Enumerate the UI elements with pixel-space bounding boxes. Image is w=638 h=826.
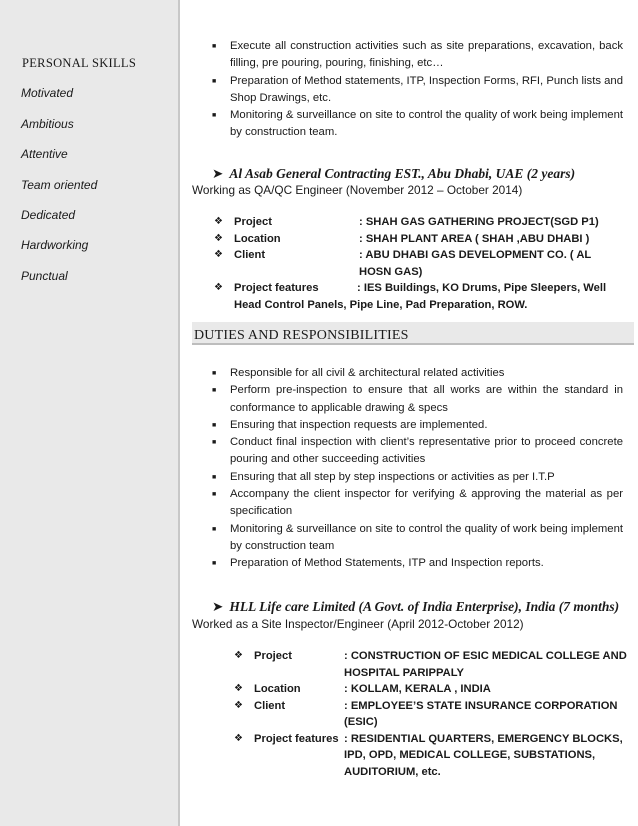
list-item: ■ Execute all construction activities such as site preparations, excavation, back filling, pre pouring, pouring, finishing, etc… bbox=[212, 38, 623, 73]
list-item: ■ Monitoring & surveillance on site to control the quality of work being implement by construction team bbox=[212, 521, 623, 556]
diamond-bullet-icon: ❖ bbox=[214, 282, 223, 293]
duties-heading-bar bbox=[192, 322, 634, 345]
detail-label: Project features bbox=[254, 732, 339, 745]
top-bullet-list bbox=[212, 38, 623, 142]
detail-row bbox=[214, 247, 614, 280]
list-item: ■ Ensuring that all step by step inspections or activities as per I.T.P bbox=[212, 469, 623, 486]
detail-label: Location bbox=[254, 683, 301, 695]
list-item: ■ Monitoring & surveillance on site to control the quality of work being implement by construction team. bbox=[212, 107, 623, 142]
arrow-bullet-icon: ➤ bbox=[212, 166, 224, 181]
list-item: ■ Ensuring that inspection requests are implemented. bbox=[212, 417, 623, 434]
detail-value: : RESIDENTIAL QUARTERS, EMERGENCY BLOCKS, IPD, OPD, MEDICAL COLLEGE, SUBSTATIONS, AUDITORIUM, etc. bbox=[344, 732, 623, 778]
list-item: ■ Preparation of Method statements, ITP, Inspection Forms, RFI, Punch lists and Shop Drawings, etc. bbox=[212, 73, 623, 108]
detail-row bbox=[234, 648, 634, 681]
diamond-bullet-icon: ❖ bbox=[214, 249, 223, 260]
detail-row bbox=[234, 681, 634, 698]
job2-details bbox=[234, 648, 634, 780]
detail-label: Project bbox=[234, 216, 272, 228]
duties-heading: DUTIES AND RESPONSIBILITIES bbox=[194, 328, 409, 343]
job1-company-text: Al Asab General Contracting EST., Abu Dhabi, UAE (2 years) bbox=[229, 166, 576, 181]
job1-company bbox=[212, 166, 575, 182]
job2-company-text: HLL Life care Limited (A Govt. of India Enterprise), India (7 months) bbox=[229, 599, 620, 614]
detail-label: Project bbox=[254, 650, 292, 662]
diamond-bullet-icon: ❖ bbox=[234, 699, 243, 711]
list-item: ■ Preparation of Method Statements, ITP and Inspection reports. bbox=[212, 555, 623, 572]
detail-value: : IES Buildings, KO Drums, Pipe Sleepers, Well Head Control Panels, Pipe Line, Pad Preparation, ROW. bbox=[234, 282, 607, 311]
diamond-bullet-icon: ❖ bbox=[234, 683, 243, 694]
detail-label: Project features bbox=[234, 282, 319, 294]
job2-company bbox=[212, 599, 619, 615]
detail-value: : EMPLOYEE’S STATE INSURANCE CORPORATION (ESIC) bbox=[344, 699, 618, 728]
detail-row bbox=[214, 280, 614, 313]
skill-item: Dedicated bbox=[21, 208, 76, 222]
detail-row bbox=[214, 231, 614, 248]
arrow-bullet-icon: ➤ bbox=[212, 599, 224, 614]
duties-list bbox=[212, 365, 623, 573]
detail-value: : CONSTRUCTION OF ESIC MEDICAL COLLEGE AND HOSPITAL PARIPPALY bbox=[344, 650, 627, 679]
list-item: ■ Conduct final inspection with client’s representative prior to proceed concrete pouring and other succeeding activities bbox=[212, 434, 623, 469]
skill-item: Ambitious bbox=[21, 117, 74, 131]
list-item: ■ Accompany the client inspector for verifying & approving the material as per specification bbox=[212, 486, 623, 521]
skill-item: Hardworking bbox=[21, 238, 89, 252]
sidebar bbox=[0, 0, 180, 826]
detail-row bbox=[234, 731, 634, 781]
job1-details bbox=[214, 214, 614, 313]
job1-role: Working as QA/QC Engineer (November 2012 – October 2014) bbox=[192, 183, 523, 197]
diamond-bullet-icon: ❖ bbox=[214, 232, 223, 244]
detail-value: : KOLLAM, KERALA , INDIA bbox=[344, 683, 491, 695]
detail-label: Client bbox=[254, 699, 286, 712]
detail-row bbox=[214, 214, 614, 231]
detail-value: : SHAH PLANT AREA ( SHAH ,ABU DHABI ) bbox=[359, 232, 590, 245]
diamond-bullet-icon: ❖ bbox=[234, 732, 243, 744]
personal-skills-heading: PERSONAL SKILLS bbox=[22, 56, 137, 70]
skill-item: Motivated bbox=[21, 86, 74, 100]
skill-item: Team oriented bbox=[21, 178, 98, 192]
job2-role: Worked as a Site Inspector/Engineer (April 2012-October 2012) bbox=[192, 617, 524, 631]
skill-item: Attentive bbox=[21, 147, 68, 161]
diamond-bullet-icon: ❖ bbox=[214, 216, 223, 227]
diamond-bullet-icon: ❖ bbox=[234, 650, 243, 661]
skill-item: Punctual bbox=[21, 269, 68, 283]
main-content bbox=[192, 0, 634, 826]
list-item: ■ Perform pre-inspection to ensure that all works are within the standard in conformance to applicable drawing & specs bbox=[212, 382, 623, 417]
list-item: ■ Responsible for all civil & architectural related activities bbox=[212, 365, 623, 382]
detail-label: Location bbox=[234, 232, 281, 245]
detail-value: : SHAH GAS GATHERING PROJECT(SGD P1) bbox=[359, 216, 599, 228]
detail-value: : ABU DHABI GAS DEVELOPMENT CO. ( AL HOSN GAS) bbox=[359, 249, 592, 278]
detail-label: Client bbox=[234, 249, 266, 261]
detail-row bbox=[234, 698, 634, 731]
